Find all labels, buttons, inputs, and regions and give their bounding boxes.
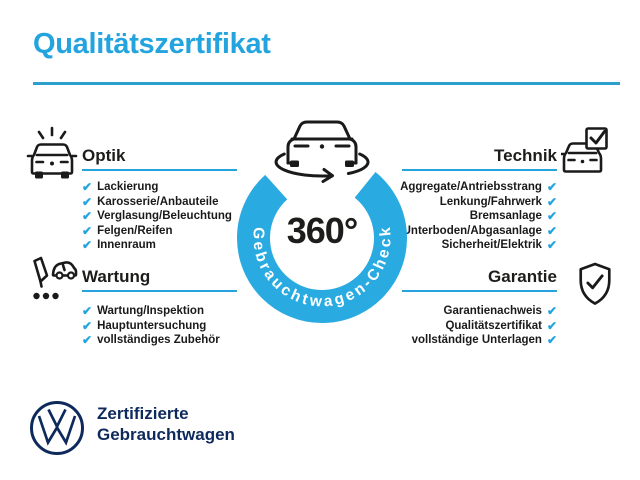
- shield-check-icon: [575, 261, 615, 307]
- check-icon: ✔: [546, 223, 557, 238]
- check-icon: ✔: [82, 180, 93, 195]
- section-underline-garantie: [402, 290, 557, 292]
- check-item-label: Sicherheit/Elektrik: [441, 239, 542, 252]
- check-icon: ✔: [82, 238, 93, 253]
- car-shine-icon: [26, 126, 78, 180]
- check-item: [402, 224, 557, 239]
- section-wartung: [82, 267, 237, 348]
- check-icon: ✔: [82, 209, 93, 224]
- check-icon: ✔: [82, 223, 93, 238]
- check-icon: ✔: [82, 304, 93, 319]
- check-icon: ✔: [82, 333, 93, 348]
- check-item-label: Bremsanlage: [469, 210, 542, 223]
- section-underline-wartung: [82, 290, 237, 292]
- check-item-label: Garantienachweis: [443, 305, 542, 318]
- check-item: [82, 209, 237, 224]
- badge-ring-label: Gebrauchtwagen-Check: [249, 226, 395, 311]
- section-title-optik: Optik: [82, 146, 126, 165]
- section-optik: [82, 146, 237, 253]
- check-icon: ✔: [82, 318, 93, 333]
- vw-logo-icon: [28, 399, 86, 457]
- check-item-label: Aggregate/Antriebsstrang: [400, 181, 542, 194]
- check-icon: ✔: [546, 238, 557, 253]
- check-icon: ✔: [546, 180, 557, 195]
- check-item-label: Hauptuntersuchung: [97, 319, 207, 332]
- brand-line-2: Gebrauchtwagen: [97, 425, 235, 444]
- check-icon: ✔: [546, 209, 557, 224]
- checklist-wartung: [82, 304, 237, 348]
- section-technik: [402, 146, 557, 253]
- check-item: [82, 319, 237, 334]
- check-item: [402, 333, 557, 348]
- check-item: [402, 209, 557, 224]
- car-rotation-icon: [276, 122, 368, 182]
- header-divider: [33, 82, 620, 85]
- check-item: [82, 238, 237, 253]
- checklist-optik: [82, 180, 237, 253]
- check-icon: ✔: [546, 333, 557, 348]
- section-title-wartung: Wartung: [82, 267, 151, 286]
- check-item: [82, 224, 237, 239]
- check-item: [402, 304, 557, 319]
- section-underline-technik: [402, 169, 557, 171]
- check-item-label: vollständige Unterlagen: [411, 334, 542, 347]
- section-title-technik: Technik: [494, 146, 557, 165]
- checklist-garantie: [402, 304, 557, 348]
- check-item: [82, 304, 237, 319]
- check-item: [82, 333, 237, 348]
- check-item: [402, 195, 557, 210]
- brand-wordmark: [97, 403, 235, 445]
- check-item-label: Qualitätszertifikat: [445, 319, 542, 332]
- check-item-label: Lackierung: [97, 181, 159, 194]
- check-item: [82, 180, 237, 195]
- check-icon: ✔: [546, 304, 557, 319]
- badge-360-gebrauchtwagen-check: [222, 112, 422, 327]
- checklist-technik: [402, 180, 557, 253]
- check-item-label: Wartung/Inspektion: [97, 305, 204, 318]
- check-icon: ✔: [546, 318, 557, 333]
- brand-line-1: Zertifizierte: [97, 404, 189, 423]
- check-item-label: Felgen/Reifen: [97, 224, 173, 237]
- check-item: [402, 319, 557, 334]
- check-item: [402, 238, 557, 253]
- section-title-garantie: Garantie: [488, 267, 557, 286]
- check-item-label: vollständiges Zubehör: [97, 334, 220, 347]
- service-checklist-icon: [26, 254, 78, 306]
- check-item-label: Verglasung/Beleuchtung: [97, 210, 232, 223]
- check-icon: ✔: [546, 194, 557, 209]
- check-item-label: Innenraum: [97, 239, 156, 252]
- check-item-label: Lenkung/Fahrwerk: [439, 195, 542, 208]
- check-item-label: Karosserie/Anbauteile: [97, 195, 219, 208]
- badge-value: 360°: [286, 210, 358, 251]
- check-item: [402, 180, 557, 195]
- car-checkbox-icon: [561, 127, 609, 175]
- check-icon: ✔: [82, 194, 93, 209]
- page-title: Qualitätszertifikat: [33, 28, 271, 60]
- section-garantie: [402, 267, 557, 348]
- section-underline-optik: [82, 169, 237, 171]
- check-item: [82, 195, 237, 210]
- check-item-label: Unterboden/Abgasanlage: [402, 224, 542, 237]
